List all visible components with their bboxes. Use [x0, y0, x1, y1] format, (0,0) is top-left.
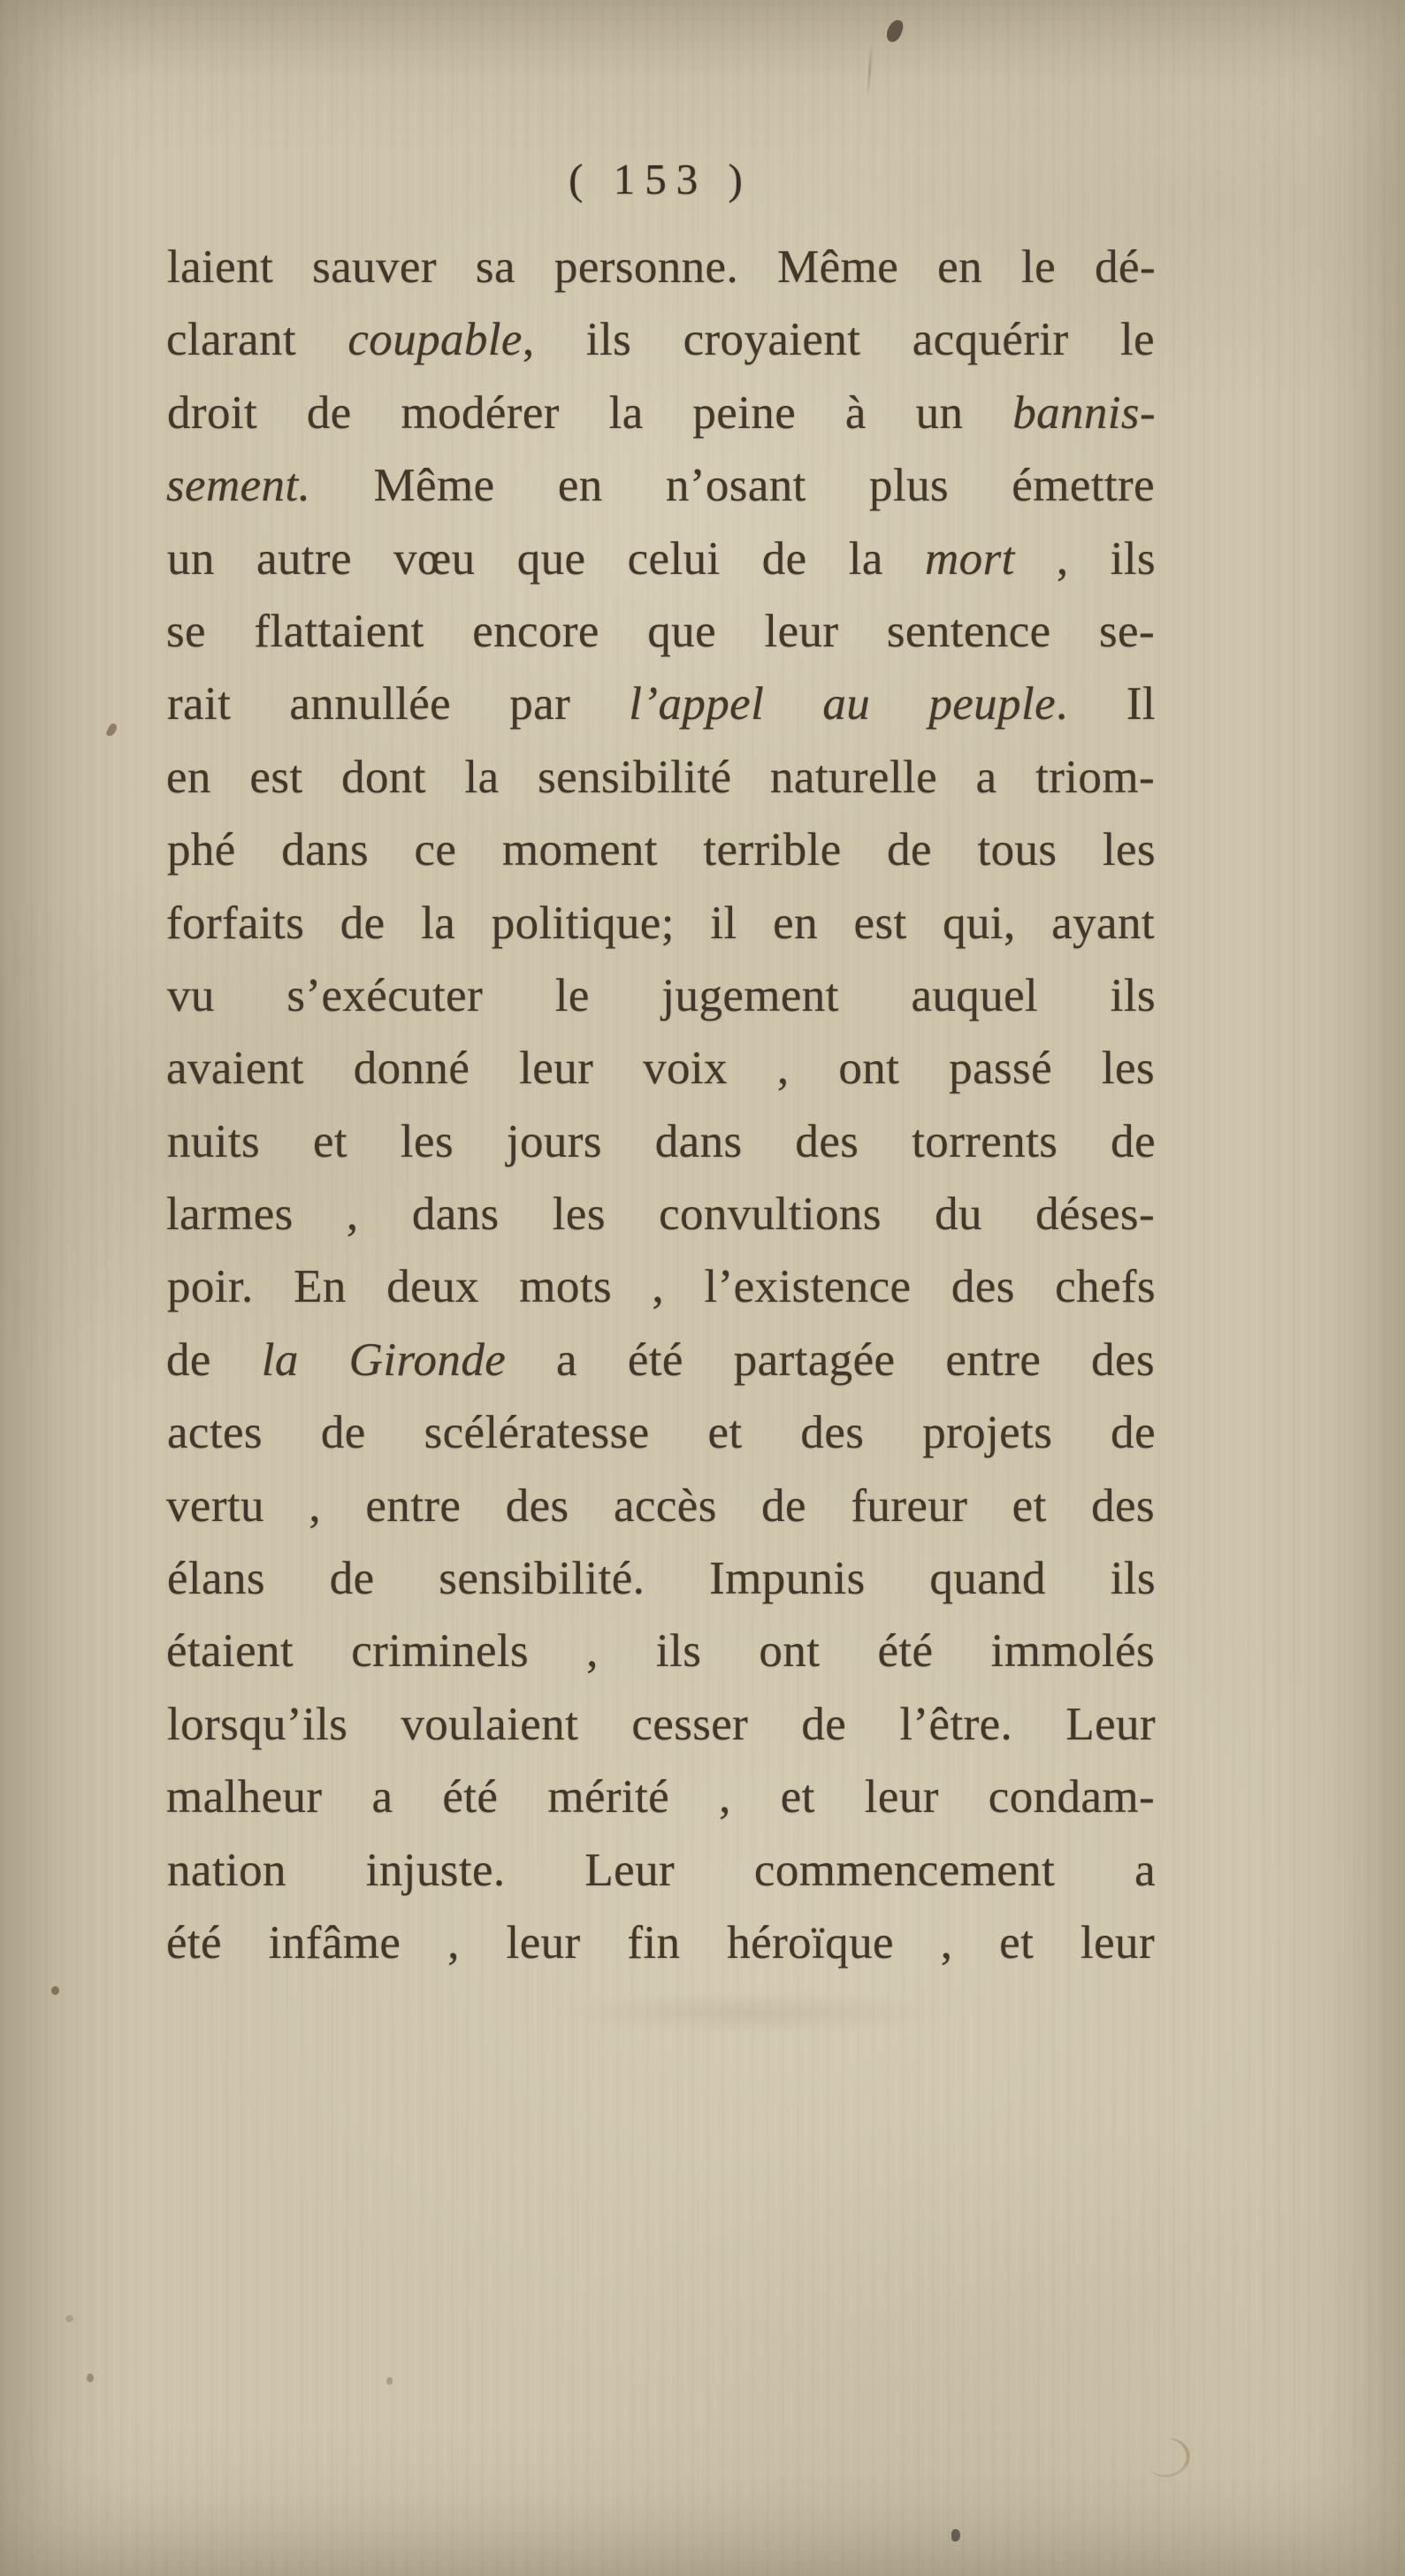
text-line [167, 1250, 1156, 1323]
page-number: ( 153 ) [569, 155, 752, 203]
text-segment: a été partagée entre des [506, 1334, 1155, 1386]
text-segment: se flattaient encore que leur sentence se- [166, 605, 1155, 657]
text-line [166, 741, 1155, 814]
text-segment: clarant [166, 314, 348, 366]
text-segment: . Il [1056, 678, 1156, 730]
text-line [166, 449, 1155, 522]
text-line [167, 668, 1156, 740]
text-line [167, 1396, 1156, 1469]
text-line [167, 231, 1156, 303]
text-line [167, 1542, 1156, 1615]
paper-speck [65, 2315, 73, 2322]
text-line [167, 377, 1156, 449]
italic-text-segment: l’appel au peuple [629, 678, 1057, 730]
text-segment: nation injuste. Leur commencement a [167, 1844, 1156, 1896]
text-segment: nuits et les jours dans des torrents de [167, 1115, 1156, 1167]
text-line [167, 814, 1156, 886]
italic-text-segment: mort [925, 532, 1015, 585]
text-line [166, 1032, 1155, 1105]
text-segment: élans de sensibilité. Impunis quand ils [167, 1553, 1156, 1605]
italic-text-segment: la Gironde [261, 1334, 507, 1386]
paper-speck [951, 2529, 960, 2542]
text-line [166, 1615, 1155, 1687]
text-segment: de [166, 1334, 262, 1386]
paper-speck [51, 1986, 59, 1995]
text-segment: Même en n’osant plus émettre [310, 460, 1155, 512]
text-segment: phé dans ce moment terrible de tous les [167, 824, 1156, 876]
text-line [167, 959, 1156, 1032]
text-segment: forfaits de la politique; il en est qui, ayant [166, 897, 1155, 949]
paper-speck [884, 18, 905, 44]
italic-text-segment: sement. [166, 460, 311, 512]
text-segment: malheur a été mérité , et leur condam- [166, 1771, 1155, 1823]
paper-scratch [867, 44, 873, 97]
text-segment: , ils [1014, 532, 1157, 585]
paper-fiber [1142, 2433, 1195, 2482]
italic-text-segment: coupable [347, 314, 523, 366]
text-line [167, 1834, 1156, 1907]
text-line [166, 1470, 1155, 1542]
text-segment: en est dont la sensibilité naturelle a triom- [166, 751, 1155, 803]
text-line [166, 303, 1155, 376]
text-segment: laient sauver sa personne. Même en le dé- [167, 241, 1156, 293]
text-line [166, 887, 1155, 959]
text-segment: lorsqu’ils voulaient cesser de l’être. Leur [167, 1698, 1156, 1750]
text-line [167, 523, 1156, 595]
text-segment: vu s’exécuter le jugement auquel ils [167, 969, 1156, 1021]
text-segment: actes de scélératesse et des projets de [167, 1407, 1156, 1459]
italic-text-segment: bannis- [1012, 386, 1156, 439]
paper-speck [386, 2377, 393, 2385]
text-segment: droit de modérer la peine à un [167, 386, 1013, 439]
text-segment: larmes , dans les convultions du déses- [166, 1189, 1155, 1241]
paper-speck [105, 722, 118, 738]
text-line [166, 1178, 1155, 1250]
text-line [166, 1761, 1155, 1833]
page-text [166, 231, 1155, 1979]
ink-smudge [548, 1991, 955, 2034]
text-segment: poir. En deux mots , l’existence des chefs [167, 1261, 1156, 1313]
text-segment: , ils croyaient acquérir le [522, 314, 1155, 366]
text-segment: rait annullée par [167, 678, 630, 730]
text-line [166, 1324, 1155, 1396]
text-line [166, 1907, 1155, 1979]
text-line [167, 1105, 1156, 1178]
text-line [166, 595, 1155, 668]
text-segment: étaient criminels , ils ont été immolés [166, 1625, 1155, 1678]
text-segment: vertu , entre des accès de fureur et des [166, 1479, 1155, 1532]
text-segment: un autre vœu que celui de la [167, 532, 925, 585]
text-segment: été infâme , leur fin héroïque , et leur [166, 1916, 1155, 1968]
text-segment: avaient donné leur voix , ont passé les [166, 1043, 1155, 1095]
text-line [167, 1688, 1156, 1761]
paper-speck [87, 2373, 94, 2382]
